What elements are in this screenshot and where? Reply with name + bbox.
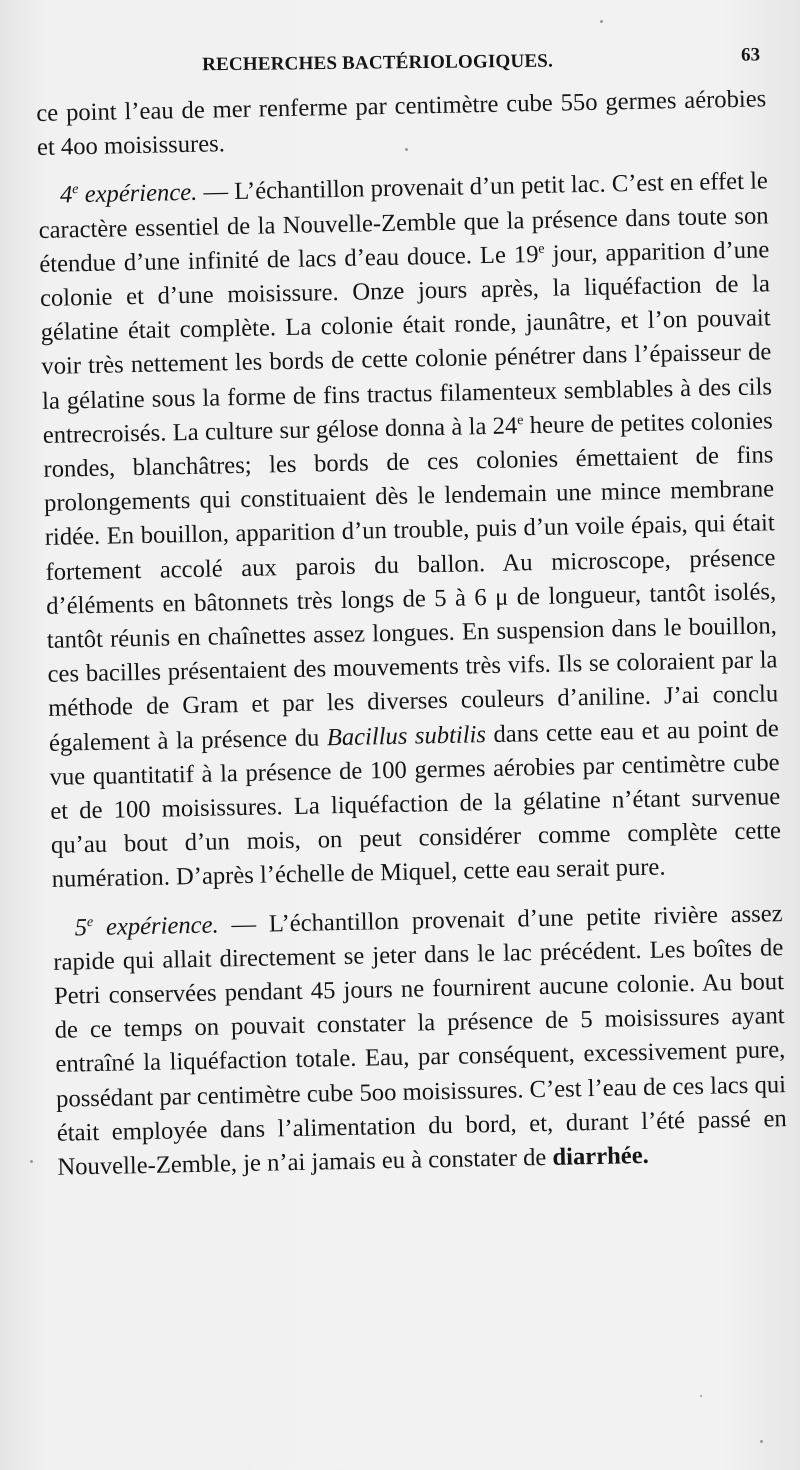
ordinal-suffix: e — [538, 241, 545, 257]
paragraph-experiment-4 — [38, 165, 782, 898]
experiment-label — [74, 911, 218, 941]
paragraph-text: L’échantillon provenait d’une petite rivière assez rapide qui allait directement se jeter dans le lac précédent. Les boîtes de Petri conservées pendant 45 jours ne fournirent aucune colonie. Au bout de ce temps on pouvait constater la présence de 5 moisissures ayant entraîné la liquéfaction totale. Eau, par conséquent, excessivement pure, possédant par centimètre cube 5oo moisissures. C’est l’eau de ces lacs qui était employée dans l’alimentation du bord, et, durant l’été passé en Nouvelle-Zemble, je n’ai jamais eu à constater de — [53, 899, 787, 1181]
paragraph-text: dans cette eau et au point de vue quantitatif à la présence de 100 germes aérobies par centimètre cube et de 100 moisissures. La liquéfaction de la gélatine n’étant survenue qu’au bout d’un mois, on peut considérer comme complète cette numération. D’après l’échelle de Miquel, cette eau serait pure. — [49, 714, 782, 894]
paragraph-text: jour, apparition d’une colonie et d’une moisissure. Onze jours après, la liquéfaction de la gélatine était complète. La colonie était ronde, jaunâtre, et l’on pouvait voir très nettement les bords de cette colonie pénétrer dans l’épaisseur de la gélatine sous la forme de fins tractus filamenteux semblables à des cils entrecroisés. La culture sur gélose donna à la 24 — [39, 236, 773, 449]
paragraph-text: heure de petites colonies rondes, blanchâtres; les bords de ces colonies émettaient de fins prolongements qui constituaient dès le lendemain une mince membrane ridée. En bouillon, apparition d’un trouble, puis d’un voile épais, qui était fortement accolé aux parois du ballon. Au microscope, présence d’éléments en bâtonnets très longs de 5 à 6 μ de longueur, tantôt isolés, tantôt réunis en chaînettes assez longues. En suspension dans le bouillon, ces bacilles présentaient des mouvements très vifs. Ils se coloraient par la méthode de Gram et par les diverses couleurs d’aniline. J’ai conclu également à la présence du — [43, 407, 779, 757]
experiment-number: 4 — [59, 181, 73, 209]
em-dash: — — [218, 910, 270, 939]
experiment-number: 5 — [74, 913, 88, 942]
final-word: diarrhée. — [552, 1142, 650, 1171]
em-dash: — — [197, 178, 235, 207]
paper-speck — [760, 1440, 763, 1443]
paragraph-text: ce point l’eau de mer renferme par centimètre cube 55o germes aérobies et 4oo moisissures. — [36, 85, 767, 162]
paper-speck — [700, 1395, 702, 1397]
paper-speck — [30, 1160, 33, 1163]
ordinal-suffix: e — [516, 412, 524, 429]
species-name: Bacillus subtilis — [326, 720, 487, 751]
running-title: RECHERCHES BACTÉRIOLOGIQUES. — [202, 50, 554, 76]
experiment-word: expérience. — [92, 911, 219, 941]
page-header — [40, 44, 780, 82]
body-text — [36, 82, 788, 1185]
ordinal-suffix: e — [72, 182, 79, 198]
paragraph-text: L’échantillon provenait d’un petit lac. C’est en effet le caractère essentiel de la Nouvelle-Zemble que la présence dans toute son étendue d’une infinité de lacs d’eau douce. Le 19 — [38, 167, 769, 278]
paper-speck — [600, 20, 603, 23]
experiment-word: expérience. — [78, 179, 198, 209]
ordinal-suffix: e — [86, 914, 94, 930]
page-number: 63 — [740, 44, 761, 66]
paragraph-experiment-5 — [52, 897, 787, 1185]
experiment-label — [60, 179, 198, 209]
